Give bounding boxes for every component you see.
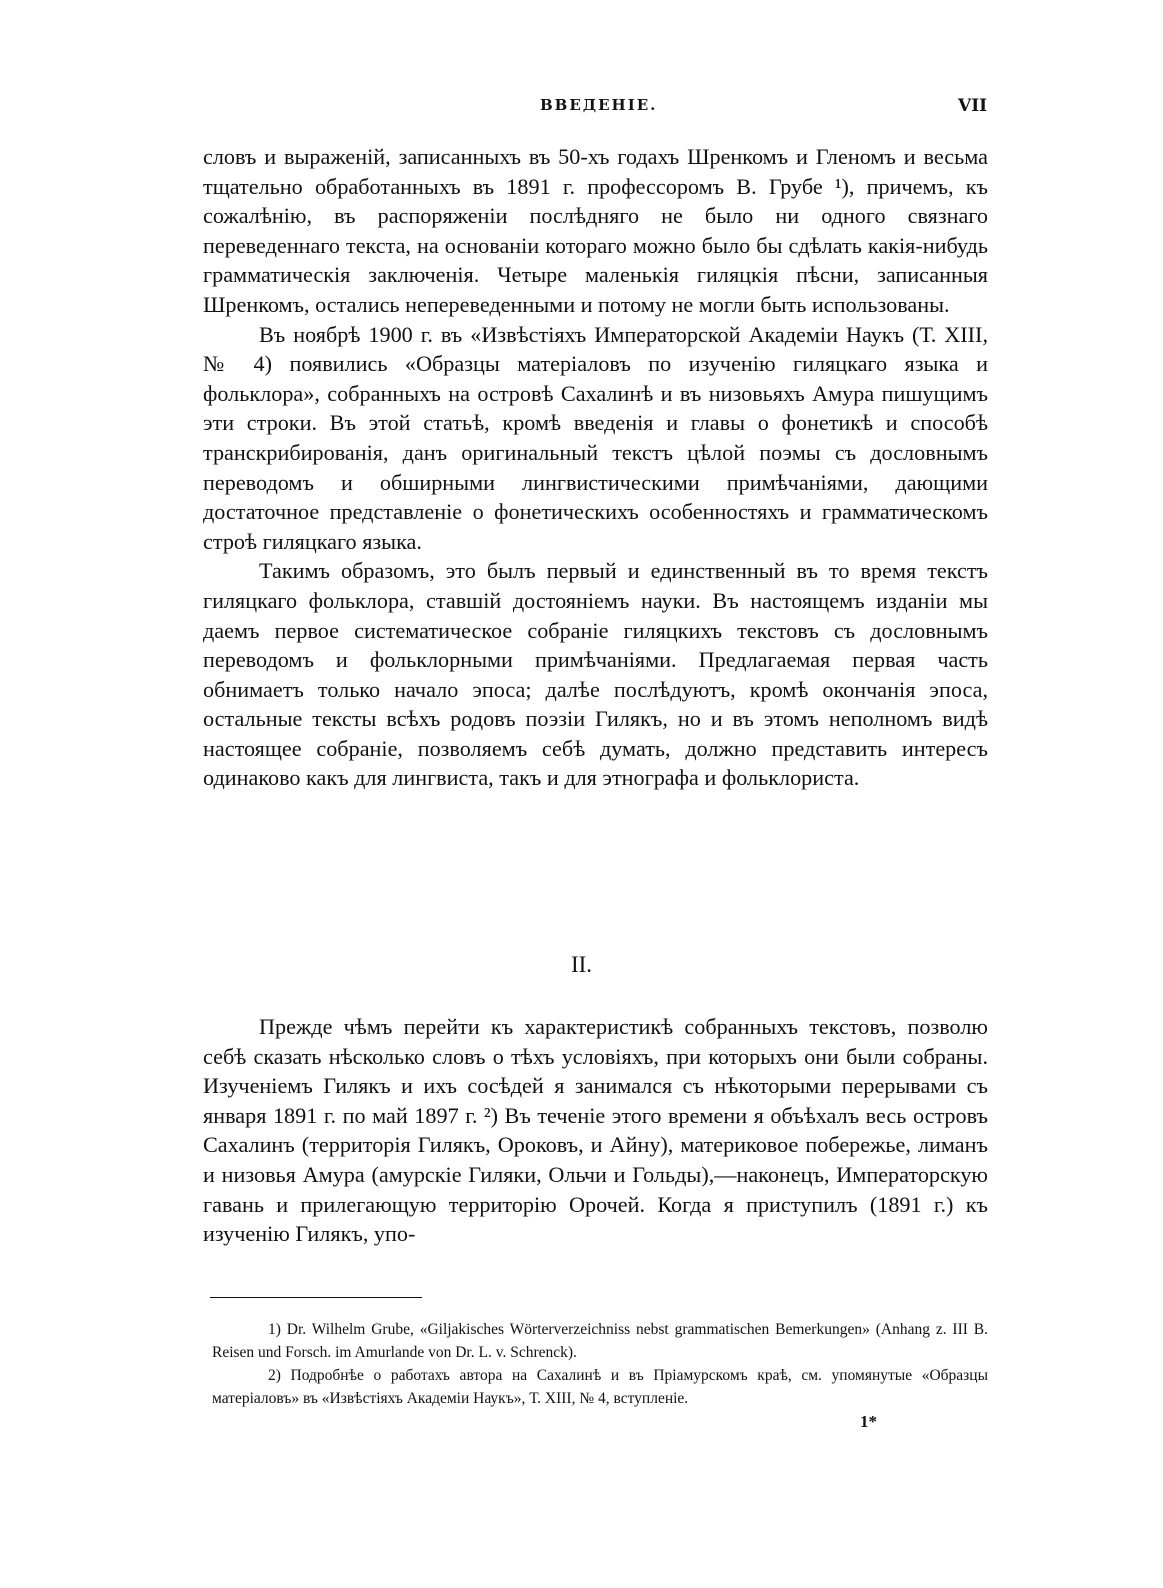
signature-mark: 1* (860, 1412, 877, 1431)
section-heading: II. (570, 952, 593, 977)
footnote-1: 1) Dr. Wilhelm Grube, «Giljakisches Wörterverzeichniss nebst grammatischen Bemerkungen» (Anhang z. III B. Reisen und Forsch. im Amurlande von Dr. L. v. Schrenck). (212, 1321, 988, 1361)
page-number: VII (958, 96, 988, 116)
footnotes (212, 1318, 988, 1410)
body-text (203, 142, 988, 793)
running-title: ВВЕДЕНІЕ. (540, 96, 658, 114)
running-head (0, 96, 1163, 124)
section-body-text (203, 1012, 988, 1249)
footnote-rule (210, 1297, 422, 1298)
paragraph-1: словъ и выраженій, записанныхъ въ 50-хъ годахъ Шренкомъ и Гленомъ и весьма тщательно обработанныхъ въ 1891 г. профессоромъ В. Грубе ¹), причемъ, къ сожалѣнію, въ распоряженіи послѣдняго не было ни одного связнаго переведеннаго текста, на основаніи котораго можно было бы сдѣлать какія-нибудь грамматическія заключенія. Четыре маленькія гиляцкія пѣсни, записанныя Шренкомъ, остались непереведенными и потому не могли быть использованы. (203, 144, 988, 317)
footnote-2: 2) Подробнѣе о работахъ автора на Сахалинѣ и въ Пріамурскомъ краѣ, см. упомянутые «Образцы матеріаловъ» въ «Извѣстіяхъ Академіи Наукъ», Т. XIII, № 4, вступленіе. (212, 1367, 988, 1407)
paragraph-2: Въ ноябрѣ 1900 г. въ «Извѣстіяхъ Императорской Академіи Наукъ (Т. XIII, № 4) появились «Образцы матеріаловъ по изученію гиляцкаго языка и фольклора», собранныхъ на островѣ Сахалинѣ и въ низовьяхъ Амура пишущимъ эти строки. Въ этой статьѣ, кромѣ введенія и главы о фонетикѣ и способѣ транскрибированія, данъ оригинальный текстъ цѣлой поэмы съ дословнымъ переводомъ и обширными лингвистическими примѣчаніями, дающими достаточное представленіе о фонетическихъ особенностяхъ и грамматическомъ строѣ гиляцкаго языка. (203, 321, 988, 554)
paragraph-3: Такимъ образомъ, это былъ первый и единственный въ то время текстъ гиляцкаго фольклора, ставшій достояніемъ науки. Въ настоящемъ изданіи мы даемъ первое систематическое собраніе гиляцкихъ текстовъ съ дословнымъ переводомъ и фольклорными примѣчаніями. Предлагаемая первая часть обнимаетъ только начало эпоса; далѣе послѣдуютъ, кромѣ окончанія эпоса, остальные тексты всѣхъ родовъ поэзіи Гилякъ, но и въ этомъ неполномъ видѣ настоящее собраніе, позволяемъ себѣ думать, должно представить интересъ одинаково какъ для лингвиста, такъ и для этнографа и фольклориста. (203, 558, 988, 791)
section-paragraph-1: Прежде чѣмъ перейти къ характеристикѣ собранныхъ текстовъ, позволю себѣ сказать нѣсколько словъ о тѣхъ условіяхъ, при которыхъ они были собраны. Изученіемъ Гилякъ и ихъ сосѣдей я занимался съ нѣкоторыми перерывами съ января 1891 г. по май 1897 г. ²) Въ теченіе этого времени я объѣхалъ весь островъ Сахалинъ (территорія Гилякъ, Ороковъ, и Айну), материковое побережье, лиманъ и низовья Амура (амурскіе Гиляки, Ольчи и Гольды),—наконецъ, Императорскую гавань и прилегающую территорію Орочей. Когда я приступилъ (1891 г.) къ изученію Гилякъ, упо- (203, 1014, 988, 1247)
